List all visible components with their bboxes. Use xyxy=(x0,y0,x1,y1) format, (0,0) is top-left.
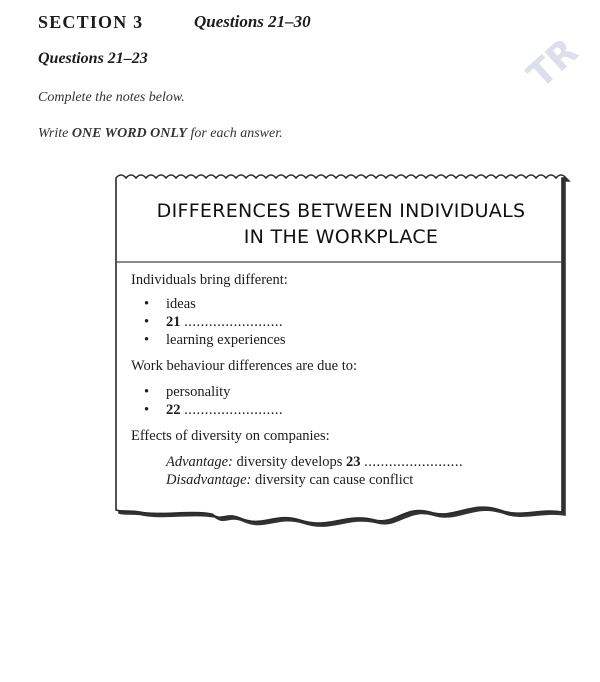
section-title: SECTION 3 xyxy=(38,12,144,32)
bullet-icon: • xyxy=(144,384,150,400)
section-questions: Questions 21–30 xyxy=(194,12,311,31)
list-item xyxy=(144,402,149,419)
advantage-line: Advantage: diversity develops 23 ........................ xyxy=(166,454,464,470)
question-range: Questions 21–23 xyxy=(38,50,148,67)
bullet-icon: • xyxy=(144,314,150,330)
answer-blank-22[interactable]: 22 ........................ xyxy=(166,402,284,418)
bullet-icon: • xyxy=(144,332,150,348)
list-item-learning: learning experiences xyxy=(166,332,286,348)
notes-heading-line2: IN THE WORKPLACE xyxy=(243,226,439,248)
list-item-personality: personality xyxy=(166,384,231,400)
bullet-icon: • xyxy=(144,402,150,418)
bullet-icon: • xyxy=(144,296,150,312)
instruction-complete-notes: Complete the notes below. xyxy=(38,90,185,105)
disadvantage-line: Disadvantage: diversity can cause conflict xyxy=(166,472,414,488)
answer-blank-23[interactable]: 23 xyxy=(346,454,361,470)
intro-effects: Effects of diversity on companies: xyxy=(131,428,330,444)
list-item xyxy=(144,314,149,331)
list-item xyxy=(144,296,149,313)
intro-work-behaviour: Work behaviour differences are due to: xyxy=(131,358,358,374)
list-item-ideas: ideas xyxy=(166,296,196,312)
intro-individuals: Individuals bring different: xyxy=(131,272,288,288)
list-item xyxy=(144,332,149,349)
list-item xyxy=(144,384,149,401)
instruction-word-limit: Write ONE WORD ONLY for each answer. xyxy=(38,126,283,141)
answer-blank-21[interactable]: 21 ........................ xyxy=(166,314,284,330)
watermark: TR xyxy=(520,31,587,97)
notes-heading-line1: DIFFERENCES BETWEEN INDIVIDUALS xyxy=(156,200,526,222)
